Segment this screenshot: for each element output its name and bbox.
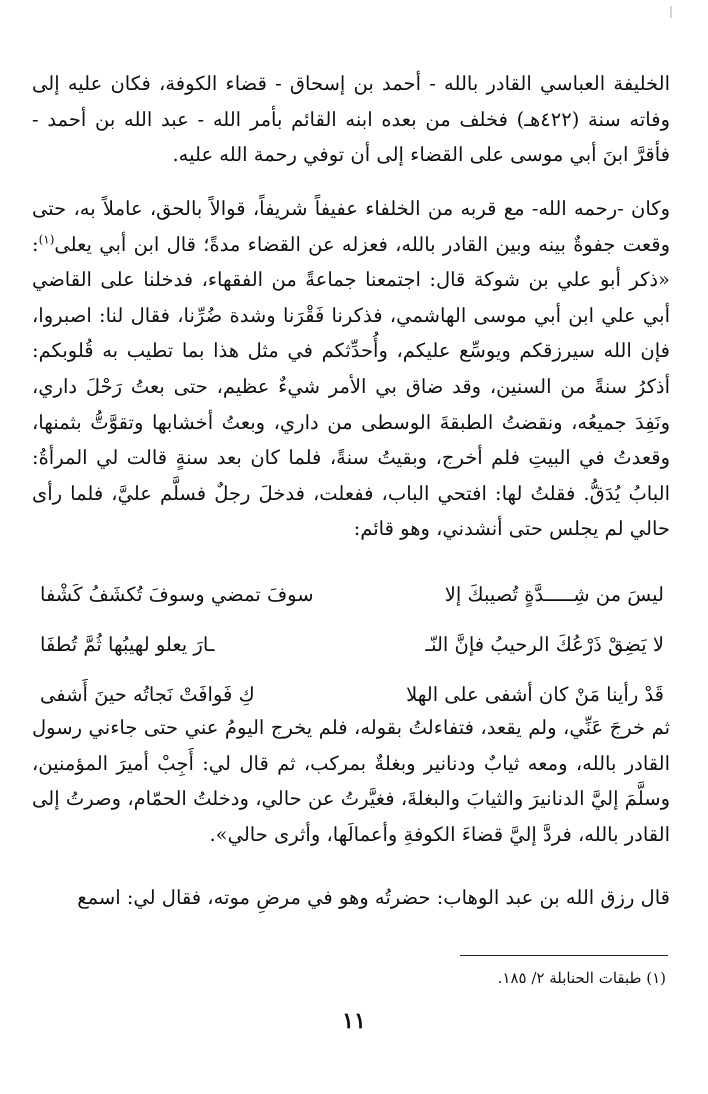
poem-second-hemistich: سوفَ تمضي وسوفَ تُكشَفُ كَشْفا bbox=[40, 583, 314, 606]
paragraph-1: الخليفة العباسي القادر بالله - أحمد بن إسحاق - قضاء الكوفة، فكان عليه إلى وفاته سنة (٤٢٢هـ) فخلف من بعده ابنه القائم بأمر الله - عبد الله بن أحمد - فأقرَّ ابنَ أبي موسى على القضاء إلى أن توفي رحمة الله عليه. bbox=[32, 72, 670, 167]
poem-first-hemistich: لا يَضِقْ ذَرْعُكَ الرحيبُ فإنَّ النّـ bbox=[425, 633, 664, 656]
poem-second-hemistich: كِ فَوافَتْ نَجاتُه حينَ أَشفى bbox=[40, 683, 255, 706]
paragraph-3: ثم خرجَ عَنِّي، ولم يقعد، فتفاءلتُ بقوله، فلم يخرج اليومُ عني حتى جاءني رسول القادر بالله، ومعه ثيابٌ ودنانير وبغلةٌ بمركب، ثم قال لي: أَجِبْ أميرَ المؤمنين، وسلَّمَ إليَّ الدنانيرَ والثيابَ والبغلةَ، فغيَّرتُ عن حالي، ودخلتُ الحمّام، وصرتُ إلى القادر بالله، فردَّ إليَّ قضاءَ الكوفةِ وأعمالَها، وأثرى حالي». bbox=[32, 716, 670, 846]
poem-second-hemistich: ـارَ يعلو لهيبُها ثُمَّ تُطفَا bbox=[40, 633, 215, 656]
poem bbox=[40, 570, 664, 720]
scan-mark bbox=[670, 6, 672, 18]
paragraph-2-quote: : «ذكر أبو علي بن شوكة قال: اجتمعنا جماعةً من الفقهاء، فدخلنا على القاضي أبي علي ابن أبي موسى الهاشمي، فذكرنا فَقْرَنا وشدة ضُرِّنا، فقال لنا: اصبروا، فإن الله سيرزقكم ويوسِّع عليكم، وأُحدِّثكم في مثل هذا بما تطيب به قُلوبكم: أذكرُ سنةً من السنين، وقد ضاق بي الأمر شيءٌ عظيم، حتى بعتُ رَحْلَ داري، ونَفِدَ جميعُه، ونقضتُ الطبقةَ الوسطى من داري، وبعتُ أخشابها وتقوَّتُّ بثمنها، وقعدتُ في البيتِ فلم أخرج، وبقيتُ سنةً، فلما كان بعد سنةٍ قالت لي المرأةُ: البابُ يُدَقُّ. فقلتُ لها: افتحي الباب، ففعلت، فدخلَ رجلٌ فسلَّم عليَّ، فلما رأى حالي لم يجلس حتى أنشدني، وهو قائم: bbox=[32, 232, 670, 541]
page-number: ١١ bbox=[342, 1008, 366, 1034]
poem-verse bbox=[40, 570, 664, 620]
poem-first-hemistich: قَدْ رأينا مَنْ كان أشفى على الهلا bbox=[406, 683, 664, 706]
footnote: (١) طبقات الحنابلة ٢/ ١٨٥. bbox=[497, 969, 666, 987]
footnote-separator bbox=[460, 955, 668, 956]
poem-verse bbox=[40, 620, 664, 670]
paragraph-2-opening: وكان -رحمه الله- مع قربه من الخلفاء عفيفاً شريفاً، قوالاً بالحق، عاملاً به، حتى وقعت جفوةٌ بينه وبين القادر بالله، فعزله عن القضاء مدةً؛ قال ابن أبي يعلى bbox=[32, 197, 670, 256]
paragraph-2 bbox=[32, 191, 670, 547]
paragraph-4: قال رزق الله بن عبد الوهاب: حضرتُه وهو في مرضِ موته، فقال لي: اسمع bbox=[77, 886, 670, 909]
poem-first-hemistich: ليسَ من شِـــــدَّةٍ تُصيبكَ إلا bbox=[444, 583, 664, 606]
footnote-reference[interactable]: (١) bbox=[38, 232, 55, 247]
